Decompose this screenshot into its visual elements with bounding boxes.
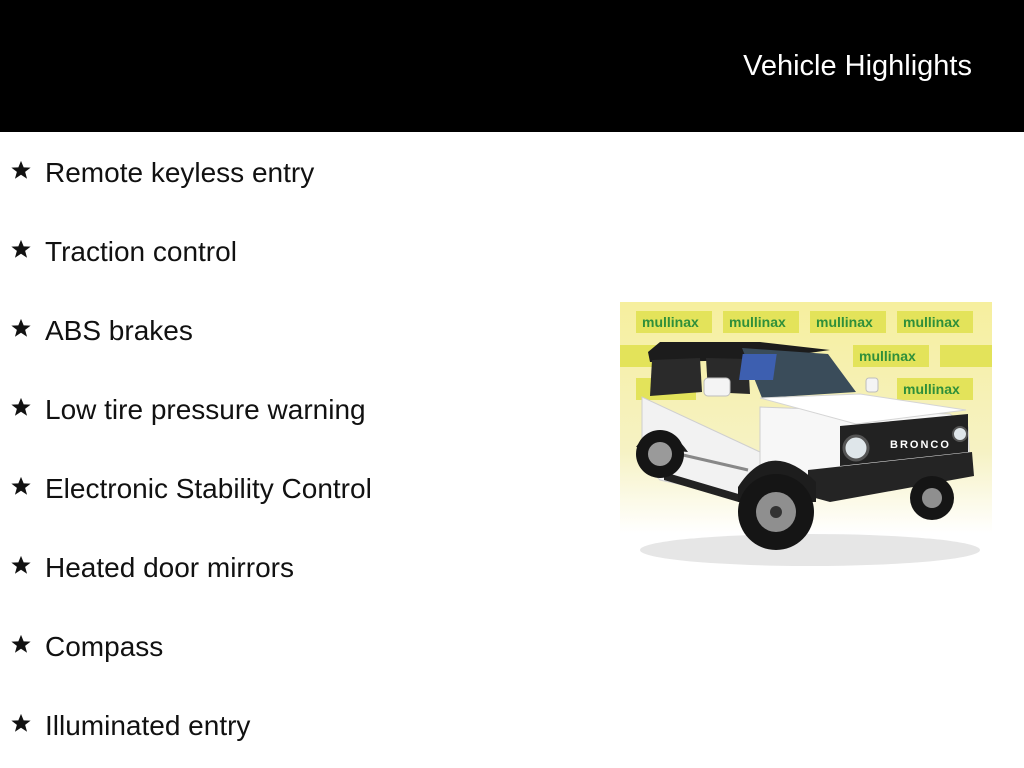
star-icon [10, 475, 32, 497]
logo-text: mullinax [816, 314, 873, 330]
feature-label: Heated door mirrors [45, 552, 294, 583]
star-icon [10, 712, 32, 734]
feature-label: Traction control [45, 236, 237, 267]
star-icon [10, 238, 32, 260]
grille-text: BRONCO [890, 439, 951, 451]
star-icon [10, 317, 32, 339]
star-icon [10, 554, 32, 576]
page-title: Vehicle Highlights [743, 50, 972, 82]
feature-label: Illuminated entry [45, 710, 251, 741]
logo-text: mullinax [642, 314, 699, 330]
star-icon [10, 159, 32, 181]
logo-text: mullinax [729, 314, 786, 330]
vehicle-photo[interactable] [620, 302, 992, 574]
star-icon [10, 633, 32, 655]
feature-label: Compass [45, 631, 164, 662]
logo-text: mullinax [859, 348, 916, 364]
logo-text: mullinax [903, 314, 960, 330]
feature-label: ABS brakes [45, 315, 193, 346]
logo-text: mullinax [903, 381, 960, 397]
feature-label: Low tire pressure warning [45, 394, 366, 425]
header-bar [0, 0, 1024, 132]
feature-label: Remote keyless entry [45, 157, 315, 188]
feature-label: Electronic Stability Control [45, 473, 372, 504]
star-icon [10, 396, 32, 418]
